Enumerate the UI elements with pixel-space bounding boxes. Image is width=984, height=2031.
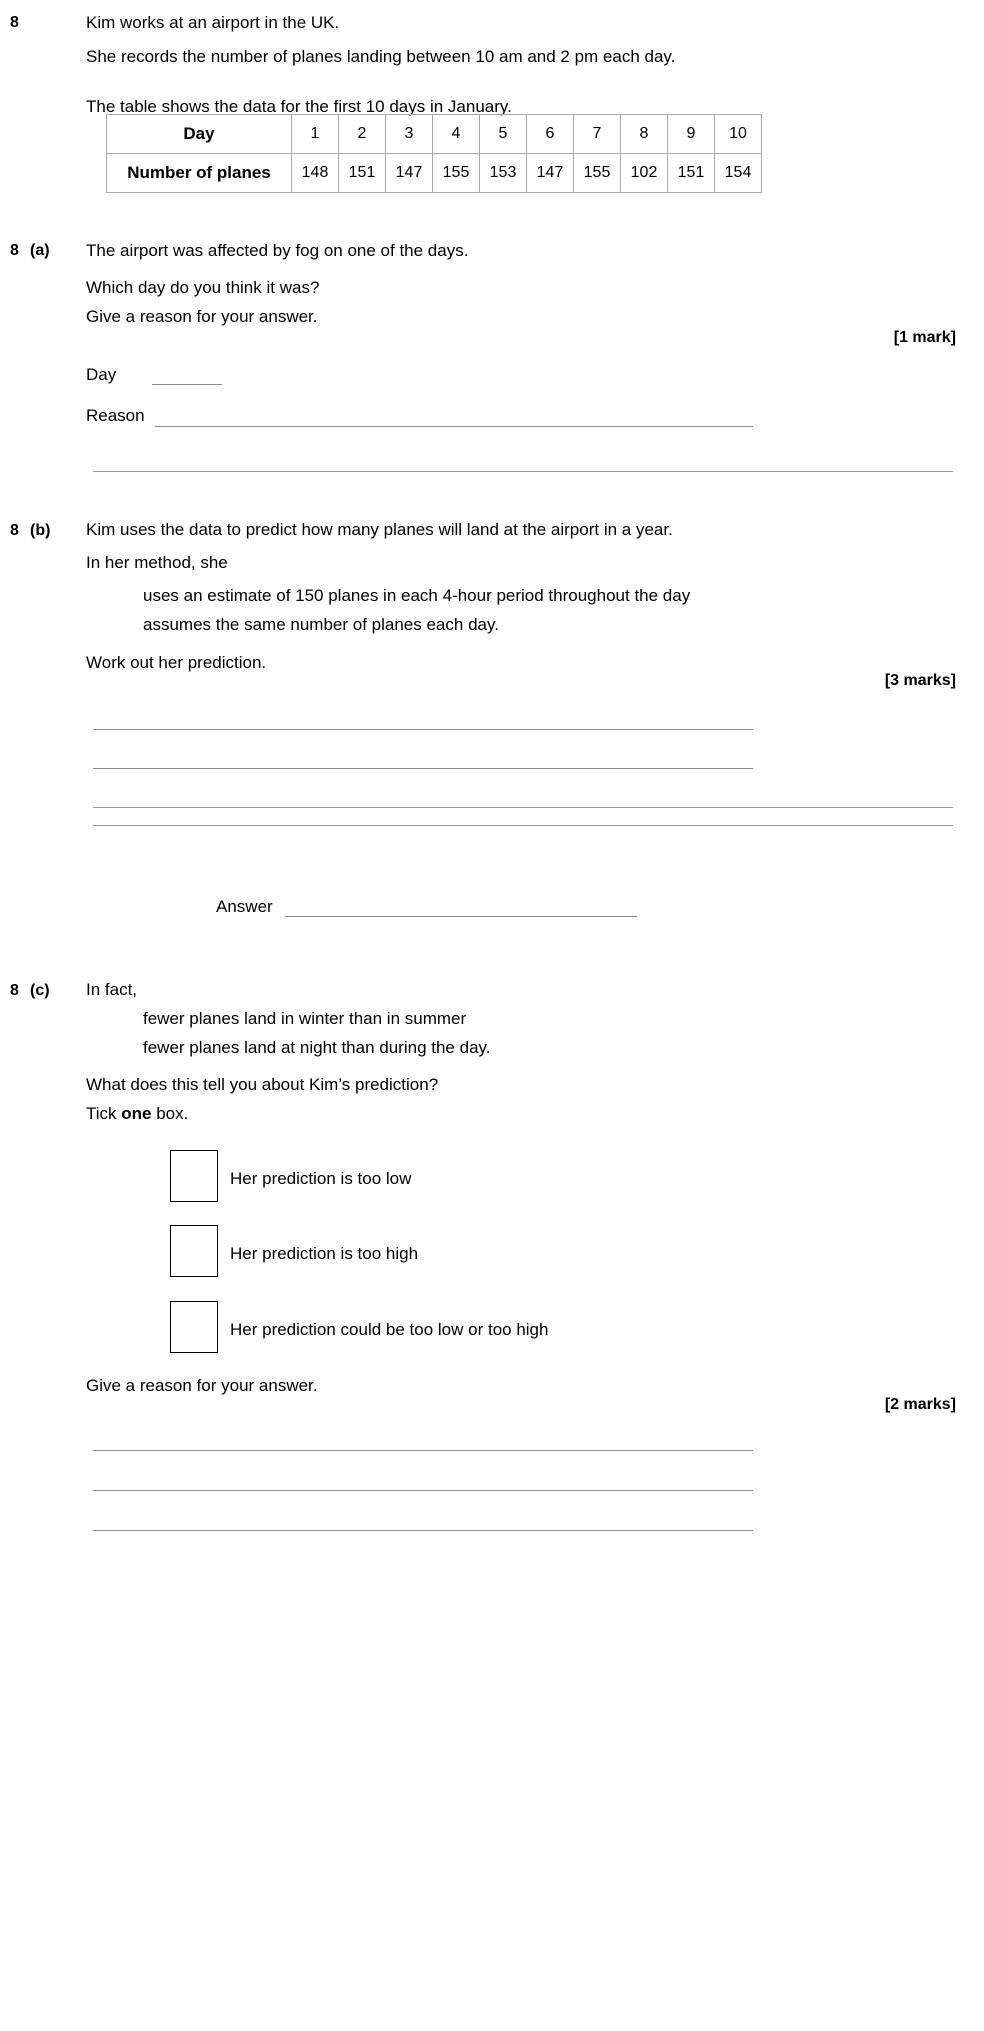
part-b-instruction: Work out her prediction. [86, 653, 267, 672]
part-b-label: (b) [30, 522, 51, 539]
part-b-bullet-1: uses an estimate of 150 planes in each 4-hour period throughout the day [143, 586, 691, 605]
question-number: 8 [10, 14, 20, 31]
part-c-reason-prompt: Give a reason for your answer. [86, 1376, 318, 1395]
part-b-answer-line[interactable] [285, 916, 637, 917]
tick-option-label-1: Her prediction is too low [230, 1169, 412, 1188]
part-a-day-label: Day [86, 365, 117, 384]
part-a-question-number: 8 [10, 242, 20, 259]
part-c-label: (c) [30, 982, 50, 999]
part-c-marks: [2 marks] [884, 1396, 956, 1413]
part-b-work-line-1[interactable] [93, 729, 753, 730]
day-cell: 9 [668, 115, 715, 154]
tick-instruction-post: box. [151, 1104, 189, 1123]
planes-cell: 151 [339, 154, 386, 193]
part-b-work-line-4[interactable] [93, 825, 953, 826]
part-a-line-1: The airport was affected by fog on one of the days. [86, 241, 469, 260]
stem-line-3: The table shows the data for the first 10 days in January. [86, 97, 512, 116]
part-b-answer-label: Answer [216, 897, 273, 916]
table-row-planes [107, 154, 762, 193]
day-cell: 6 [527, 115, 574, 154]
day-cell: 7 [574, 115, 621, 154]
planes-cell: 148 [292, 154, 339, 193]
part-c-tick-instruction [86, 1103, 188, 1126]
tick-instruction-pre: Tick [86, 1104, 122, 1123]
part-a-reason-line-2[interactable] [93, 471, 953, 472]
part-c-bullet-1: fewer planes land in winter than in summer [143, 1009, 467, 1028]
tick-box-option-1[interactable] [170, 1150, 218, 1202]
tick-option-label-2: Her prediction is too high [230, 1244, 419, 1263]
part-b-work-line-2[interactable] [93, 768, 753, 769]
part-a-line-3: Give a reason for your answer. [86, 307, 318, 326]
day-cell: 5 [480, 115, 527, 154]
day-cell: 10 [715, 115, 762, 154]
part-a-day-answer-line[interactable] [152, 384, 222, 385]
part-c-question-line: What does this tell you about Kim’s prediction? [86, 1075, 439, 1094]
tick-instruction-emphasis: one [121, 1104, 152, 1123]
planes-cell: 153 [480, 154, 527, 193]
part-c-bullet-2: fewer planes land at night than during the day. [143, 1038, 491, 1057]
planes-cell: 155 [574, 154, 621, 193]
row-label-number-of-planes: Number of planes [107, 154, 292, 193]
part-c-question-number: 8 [10, 982, 20, 999]
day-cell: 8 [621, 115, 668, 154]
planes-cell: 102 [621, 154, 668, 193]
planes-cell: 147 [386, 154, 433, 193]
tick-option-label-3: Her prediction could be too low or too high [230, 1320, 549, 1339]
stem-line-2: She records the number of planes landing between 10 am and 2 pm each day. [86, 47, 676, 66]
table-row-day [107, 115, 762, 154]
part-a-label: (a) [30, 242, 50, 259]
tick-box-option-3[interactable] [170, 1301, 218, 1353]
day-cell: 2 [339, 115, 386, 154]
part-a-reason-line-1[interactable] [155, 426, 753, 427]
stem-line-1: Kim works at an airport in the UK. [86, 13, 340, 32]
part-c-intro: In fact, [86, 980, 138, 999]
planes-cell: 155 [433, 154, 480, 193]
day-cell: 3 [386, 115, 433, 154]
planes-cell: 147 [527, 154, 574, 193]
planes-cell: 154 [715, 154, 762, 193]
part-c-reason-line-3[interactable] [93, 1530, 753, 1531]
planes-data-table [106, 114, 762, 193]
part-c-reason-line-2[interactable] [93, 1490, 753, 1491]
part-b-work-line-3[interactable] [93, 807, 953, 808]
planes-cell: 151 [668, 154, 715, 193]
tick-box-option-2[interactable] [170, 1225, 218, 1277]
part-a-line-2: Which day do you think it was? [86, 278, 320, 297]
day-cell: 4 [433, 115, 480, 154]
part-b-line-1: Kim uses the data to predict how many planes will land at the airport in a year. [86, 520, 673, 539]
part-a-reason-label: Reason [86, 406, 145, 425]
part-c-reason-line-1[interactable] [93, 1450, 753, 1451]
part-b-question-number: 8 [10, 522, 20, 539]
part-b-line-2: In her method, she [86, 553, 228, 572]
part-a-marks: [1 mark] [893, 329, 956, 346]
row-label-day: Day [107, 115, 292, 154]
part-b-bullet-2: assumes the same number of planes each day. [143, 615, 499, 634]
part-b-marks: [3 marks] [884, 672, 956, 689]
day-cell: 1 [292, 115, 339, 154]
